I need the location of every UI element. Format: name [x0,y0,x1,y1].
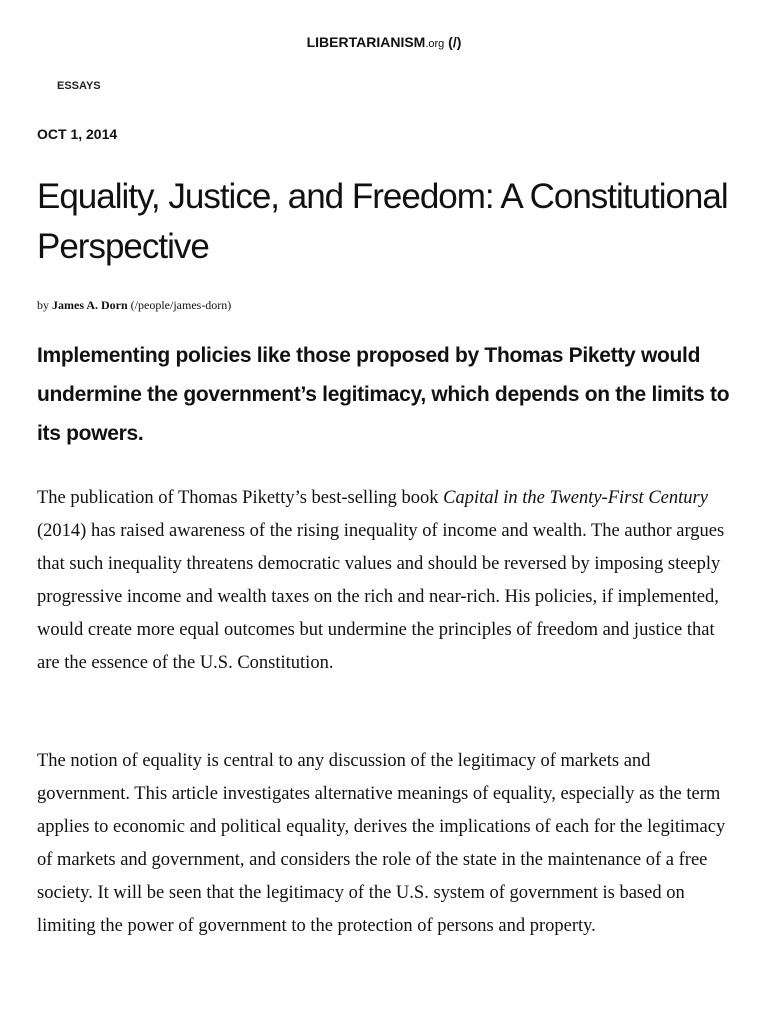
article-lede: Implementing policies like those proposed by Thomas Piketty would undermine the government’s legitimacy, which depends on the limits to its powers. [37,344,730,445]
site-name: LIBERTARIANISM [306,34,426,50]
article-title: Equality, Justice, and Freedom: A Constitutional Perspective [37,177,728,266]
byline-prefix: by [37,298,52,312]
category-label[interactable]: ESSAYS [57,80,101,92]
body-paragraph-1 [37,482,737,680]
paragraph-1-intro: The publication of Thomas Piketty’s best-selling book [37,488,444,508]
byline [37,298,231,313]
book-title: Capital in the Twenty-First Century [443,488,708,508]
author-link[interactable] [52,298,231,312]
site-home-url: (/) [444,34,462,50]
site-home-link[interactable] [307,34,462,50]
paragraph-1-rest: (2014) has raised awareness of the rising inequality of income and wealth. The author argues that such inequality threatens democratic values and should be reversed by imposing steeply progressive income and wealth taxes on the rich and near-rich. His policies, if implemented, would create more equal outcomes but undermine the principles of freedom and justice that are the essence of the U.S. Constitution. [37,521,725,673]
body-paragraph-2: The notion of equality is central to any discussion of the legitimacy of markets and government. This article investigates alternative meanings of equality, especially as the term applies to economic and political equality, derives the implications of each for the legitimacy of markets and government, and considers the role of the state in the maintenance of a free society. It will be seen that the legitimacy of the U.S. system of government is based on limiting the power of government to the protection of persons and property. [37,751,726,936]
publish-date: OCT 1, 2014 [37,126,118,142]
site-tld: .org [425,38,445,50]
author-name: James A. Dorn [52,298,128,312]
site-header [0,34,768,50]
author-url: (/people/james-dorn) [127,298,232,312]
